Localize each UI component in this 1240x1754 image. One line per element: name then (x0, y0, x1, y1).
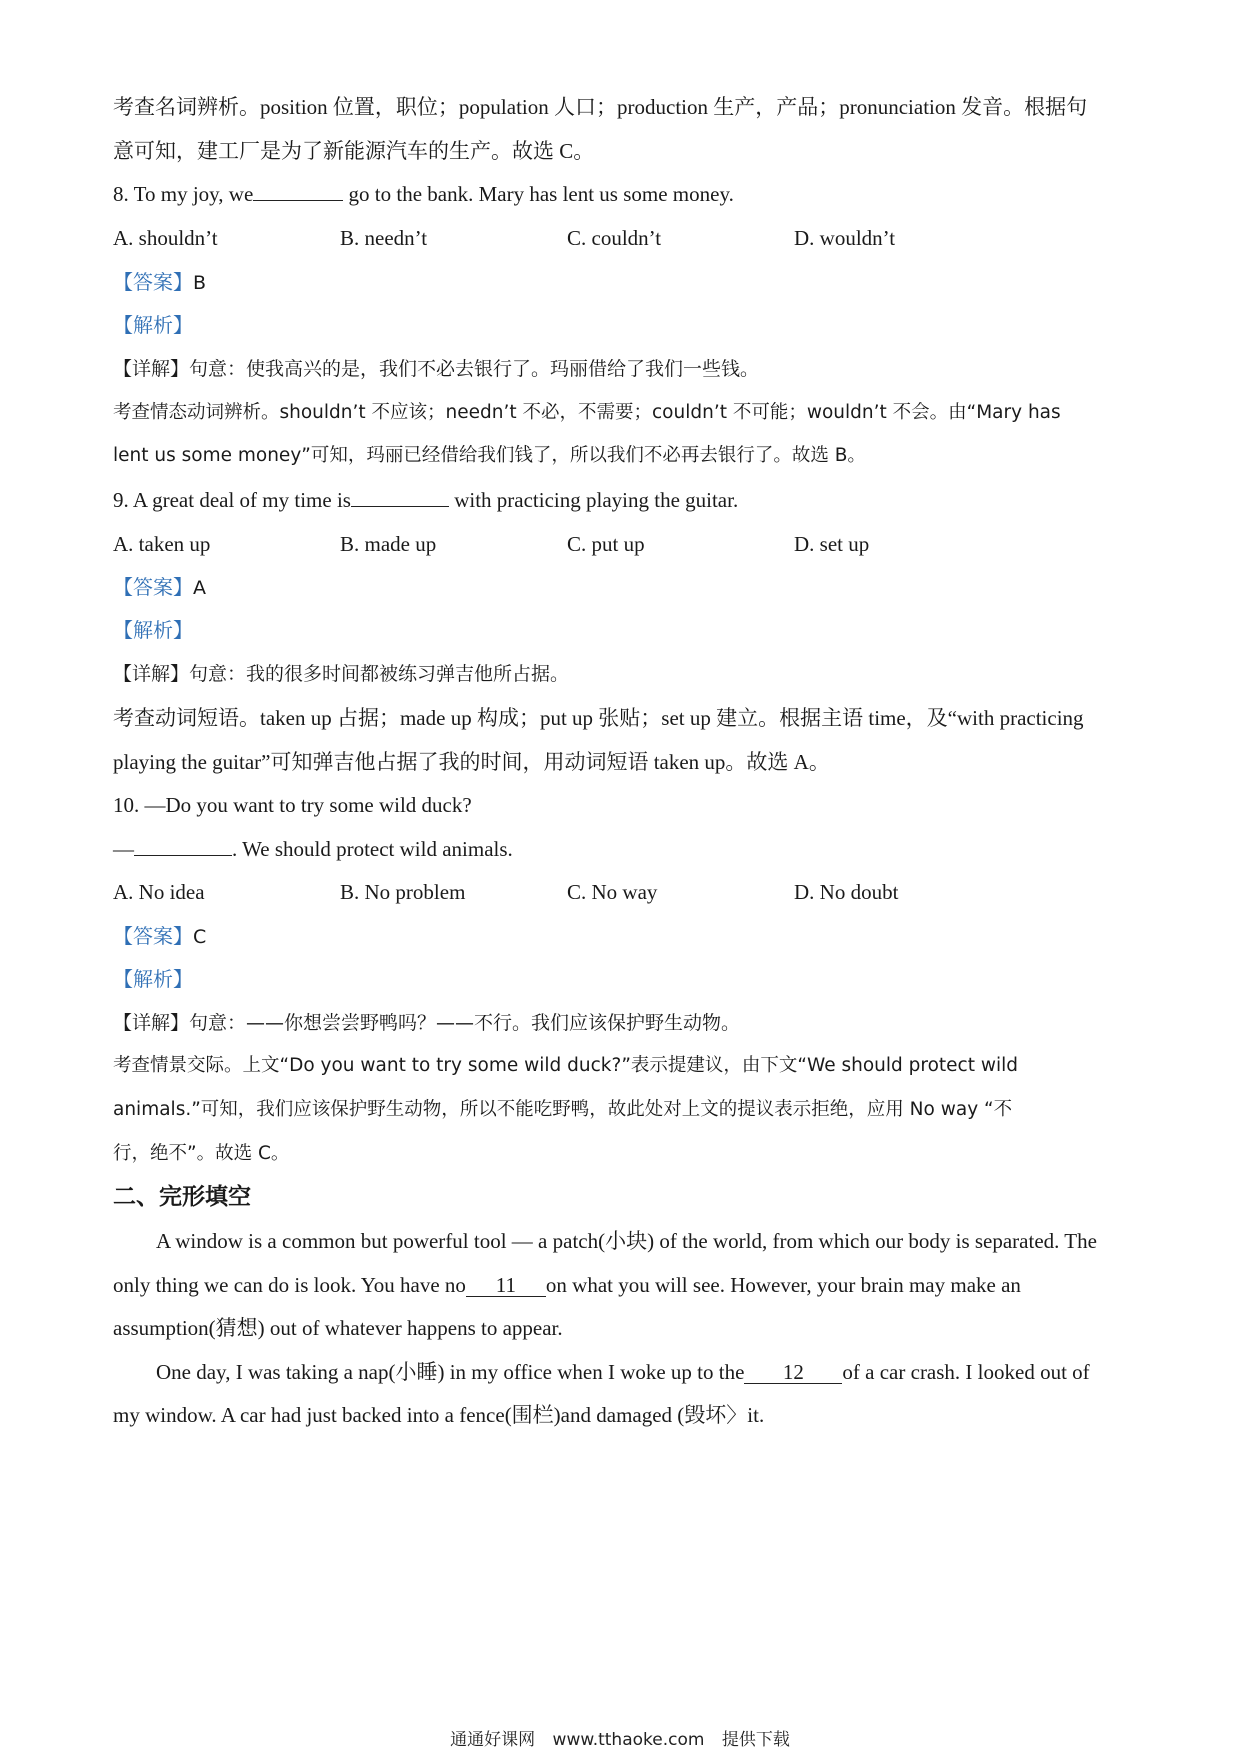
detail-text: 句意：使我高兴的是，我们不必去银行了。玛丽借给了我们一些钱。 (189, 358, 760, 380)
explain-line: 考查情态动词辨析。shouldn’t 不应该；needn’t 不必，不需要；couldn’t 不可能；wouldn’t 不会。由“Mary has (113, 402, 1061, 423)
answer-line (113, 922, 206, 951)
question-stem-end: go to the bank. Mary has lent us some money. (343, 182, 734, 206)
question-9-stem (113, 486, 738, 514)
answer-blank (134, 835, 232, 856)
passage-line (113, 1271, 1021, 1299)
detail-line (113, 660, 569, 688)
explanation-line: 意可知，建工厂是为了新能源汽车的生产。故选 C。 (113, 139, 595, 163)
explain-line: 考查动词短语。taken up 占据；made up 构成；put up 张贴；set up 建立。根据主语 time，及“with practicing (113, 706, 1084, 730)
answer-tag: 【答案】 (113, 270, 193, 294)
question-stem-end: . We should protect wild animals. (232, 837, 513, 861)
answer-value: C (193, 926, 207, 948)
question-10-reply (113, 835, 513, 863)
option-c: C. No way (567, 880, 658, 904)
option-a: A. No idea (113, 880, 205, 904)
answer-tag: 【答案】 (113, 575, 193, 599)
explain-line: lent us some money”可知，玛丽已经借给我们钱了，所以我们不必再去银行了。故选 B。 (113, 445, 866, 466)
passage-text: of a car crash. I looked out of (842, 1360, 1090, 1384)
cloze-blank-11: 11 (466, 1274, 546, 1297)
option-b: B. needn’t (340, 226, 428, 250)
option-a: A. shouldn’t (113, 226, 218, 250)
dash: — (113, 837, 134, 861)
detail-tag: 【详解】 (113, 663, 190, 685)
analysis-tag: 【解析】 (113, 967, 193, 991)
detail-tag: 【详解】 (113, 358, 190, 380)
option-b: B. No problem (340, 880, 466, 904)
detail-line (113, 355, 759, 383)
detail-text: 句意：我的很多时间都被练习弹吉他所占据。 (189, 663, 570, 685)
question-8-stem (113, 180, 734, 208)
answer-blank (253, 180, 343, 201)
detail-text: 句意：——你想尝尝野鸭吗？——不行。我们应该保护野生动物。 (189, 1012, 741, 1034)
passage-text: only thing we can do is look. You have no (113, 1273, 466, 1297)
explain-line: 考查情景交际。上文“Do you want to try some wild duck?”表示提建议，由下文“We should protect wild (113, 1055, 1018, 1076)
option-b: B. made up (340, 532, 437, 556)
page-footer (0, 1725, 1240, 1750)
option-c: C. couldn’t (567, 226, 662, 250)
passage-line: assumption(猜想) out of whatever happens to appear. (113, 1316, 563, 1340)
answer-blank (351, 486, 449, 507)
explanation-line: 考查名词辨析。position 位置，职位；population 人口；production 生产，产品；pronunciation 发音。根据句 (113, 95, 1088, 119)
footer-site-name: 通通好课网 (450, 1730, 536, 1750)
passage-text: One day, I was taking a nap(小睡) in my office when I woke up to the (156, 1360, 745, 1384)
explain-line: playing the guitar”可知弹吉他占据了我的时间，用动词短语 taken up。故选 A。 (113, 750, 830, 774)
passage-line: my window. A car had just backed into a fence(围栏)and damaged (毁坏〉it. (113, 1403, 765, 1427)
answer-line (113, 268, 206, 297)
answer-value: A (193, 577, 206, 599)
passage-line (113, 1358, 1090, 1386)
question-stem-start: 8. To my joy, we (113, 182, 254, 206)
question-stem-end: with practicing playing the guitar. (448, 488, 739, 512)
answer-line (113, 573, 206, 602)
passage-line: A window is a common but powerful tool — a patch(小块) of the world, from which our body is separated. The (156, 1229, 1097, 1253)
passage-text: on what you will see. However, your brain may make an (545, 1273, 1021, 1297)
option-a: A. taken up (113, 532, 211, 556)
option-d: D. set up (794, 532, 870, 556)
analysis-tag: 【解析】 (113, 313, 193, 337)
answer-tag: 【答案】 (113, 924, 193, 948)
detail-tag: 【详解】 (113, 1012, 190, 1034)
cloze-blank-12: 12 (744, 1361, 842, 1384)
detail-line (113, 1009, 740, 1037)
footer-url[interactable]: www.tthaoke.com (552, 1730, 705, 1750)
analysis-tag: 【解析】 (113, 618, 193, 642)
explain-line: animals.”可知，我们应该保护野生动物，所以不能吃野鸭，故此处对上文的提议表示拒绝，应用 No way “不 (113, 1099, 1013, 1120)
option-d: D. No doubt (794, 880, 899, 904)
option-c: C. put up (567, 532, 645, 556)
answer-value: B (193, 272, 207, 294)
option-d: D. wouldn’t (794, 226, 896, 250)
footer-suffix: 提供下载 (721, 1730, 790, 1750)
section-heading: 二、完形填空 (113, 1184, 251, 1210)
explain-line: 行，绝不”。故选 C。 (113, 1143, 290, 1164)
question-stem-start: 9. A great deal of my time is (113, 488, 351, 512)
question-10-stem: 10. —Do you want to try some wild duck? (113, 793, 472, 817)
